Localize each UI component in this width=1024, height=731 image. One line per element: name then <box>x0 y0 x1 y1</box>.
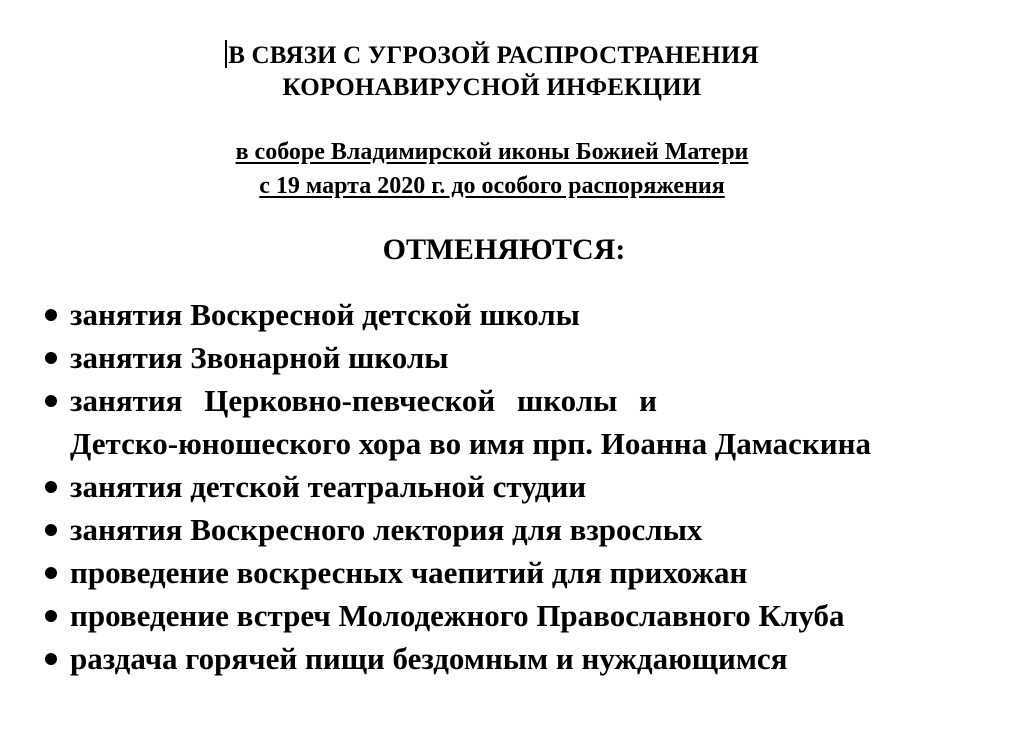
cancelled-activities-list <box>40 293 1004 680</box>
list-item <box>40 551 1004 594</box>
bullet-icon <box>45 653 57 665</box>
list-item <box>40 293 1004 336</box>
title-line-1 <box>0 40 984 72</box>
title-line-1-text: В СВЯЗИ С УГРОЗОЙ РАСПРОСТРАНЕНИЯ <box>228 42 759 69</box>
subtitle-line-1: в соборе Владимирской иконы Божией Матери <box>235 139 749 165</box>
bullet-icon <box>45 352 57 364</box>
cancel-heading: ОТМЕНЯЮТСЯ: <box>382 233 626 266</box>
subtitle-line-2: с 19 марта 2020 г. до особого распоряжения <box>259 173 725 199</box>
title-line-2: КОРОНАВИРУСНОЙ ИНФЕКЦИИ <box>282 74 702 101</box>
list-item-text: проведение встреч Молодежного Православного Клуба <box>70 598 845 633</box>
list-item-text: раздача горячей пищи бездомным и нуждающимся <box>70 641 788 676</box>
list-item-text: проведение воскресных чаепитий для прихожан <box>70 555 748 590</box>
bullet-icon <box>45 610 57 622</box>
bullet-icon <box>45 309 57 321</box>
bullet-icon <box>45 395 57 407</box>
bullet-icon <box>45 567 57 579</box>
list-item <box>40 379 1004 465</box>
list-item <box>40 336 1004 379</box>
list-item <box>40 508 1004 551</box>
list-item <box>40 594 1004 637</box>
text-cursor <box>225 40 227 68</box>
list-item-text: занятия Воскресной детской школы <box>70 297 580 332</box>
list-item-text: занятия Церковно-певческой школы и <box>70 383 657 418</box>
bullet-icon <box>45 524 57 536</box>
list-item-text-continued: Детско-юношеского хора во имя прп. Иоанна Дамаскина <box>70 426 871 461</box>
list-item <box>40 465 1004 508</box>
list-item-text: занятия детской театральной студии <box>70 469 587 504</box>
list-item <box>40 637 1004 680</box>
bullet-icon <box>45 481 57 493</box>
list-item-text: занятия Воскресного лектория для взрослых <box>70 512 703 547</box>
list-item-text: занятия Звонарной школы <box>70 340 449 375</box>
